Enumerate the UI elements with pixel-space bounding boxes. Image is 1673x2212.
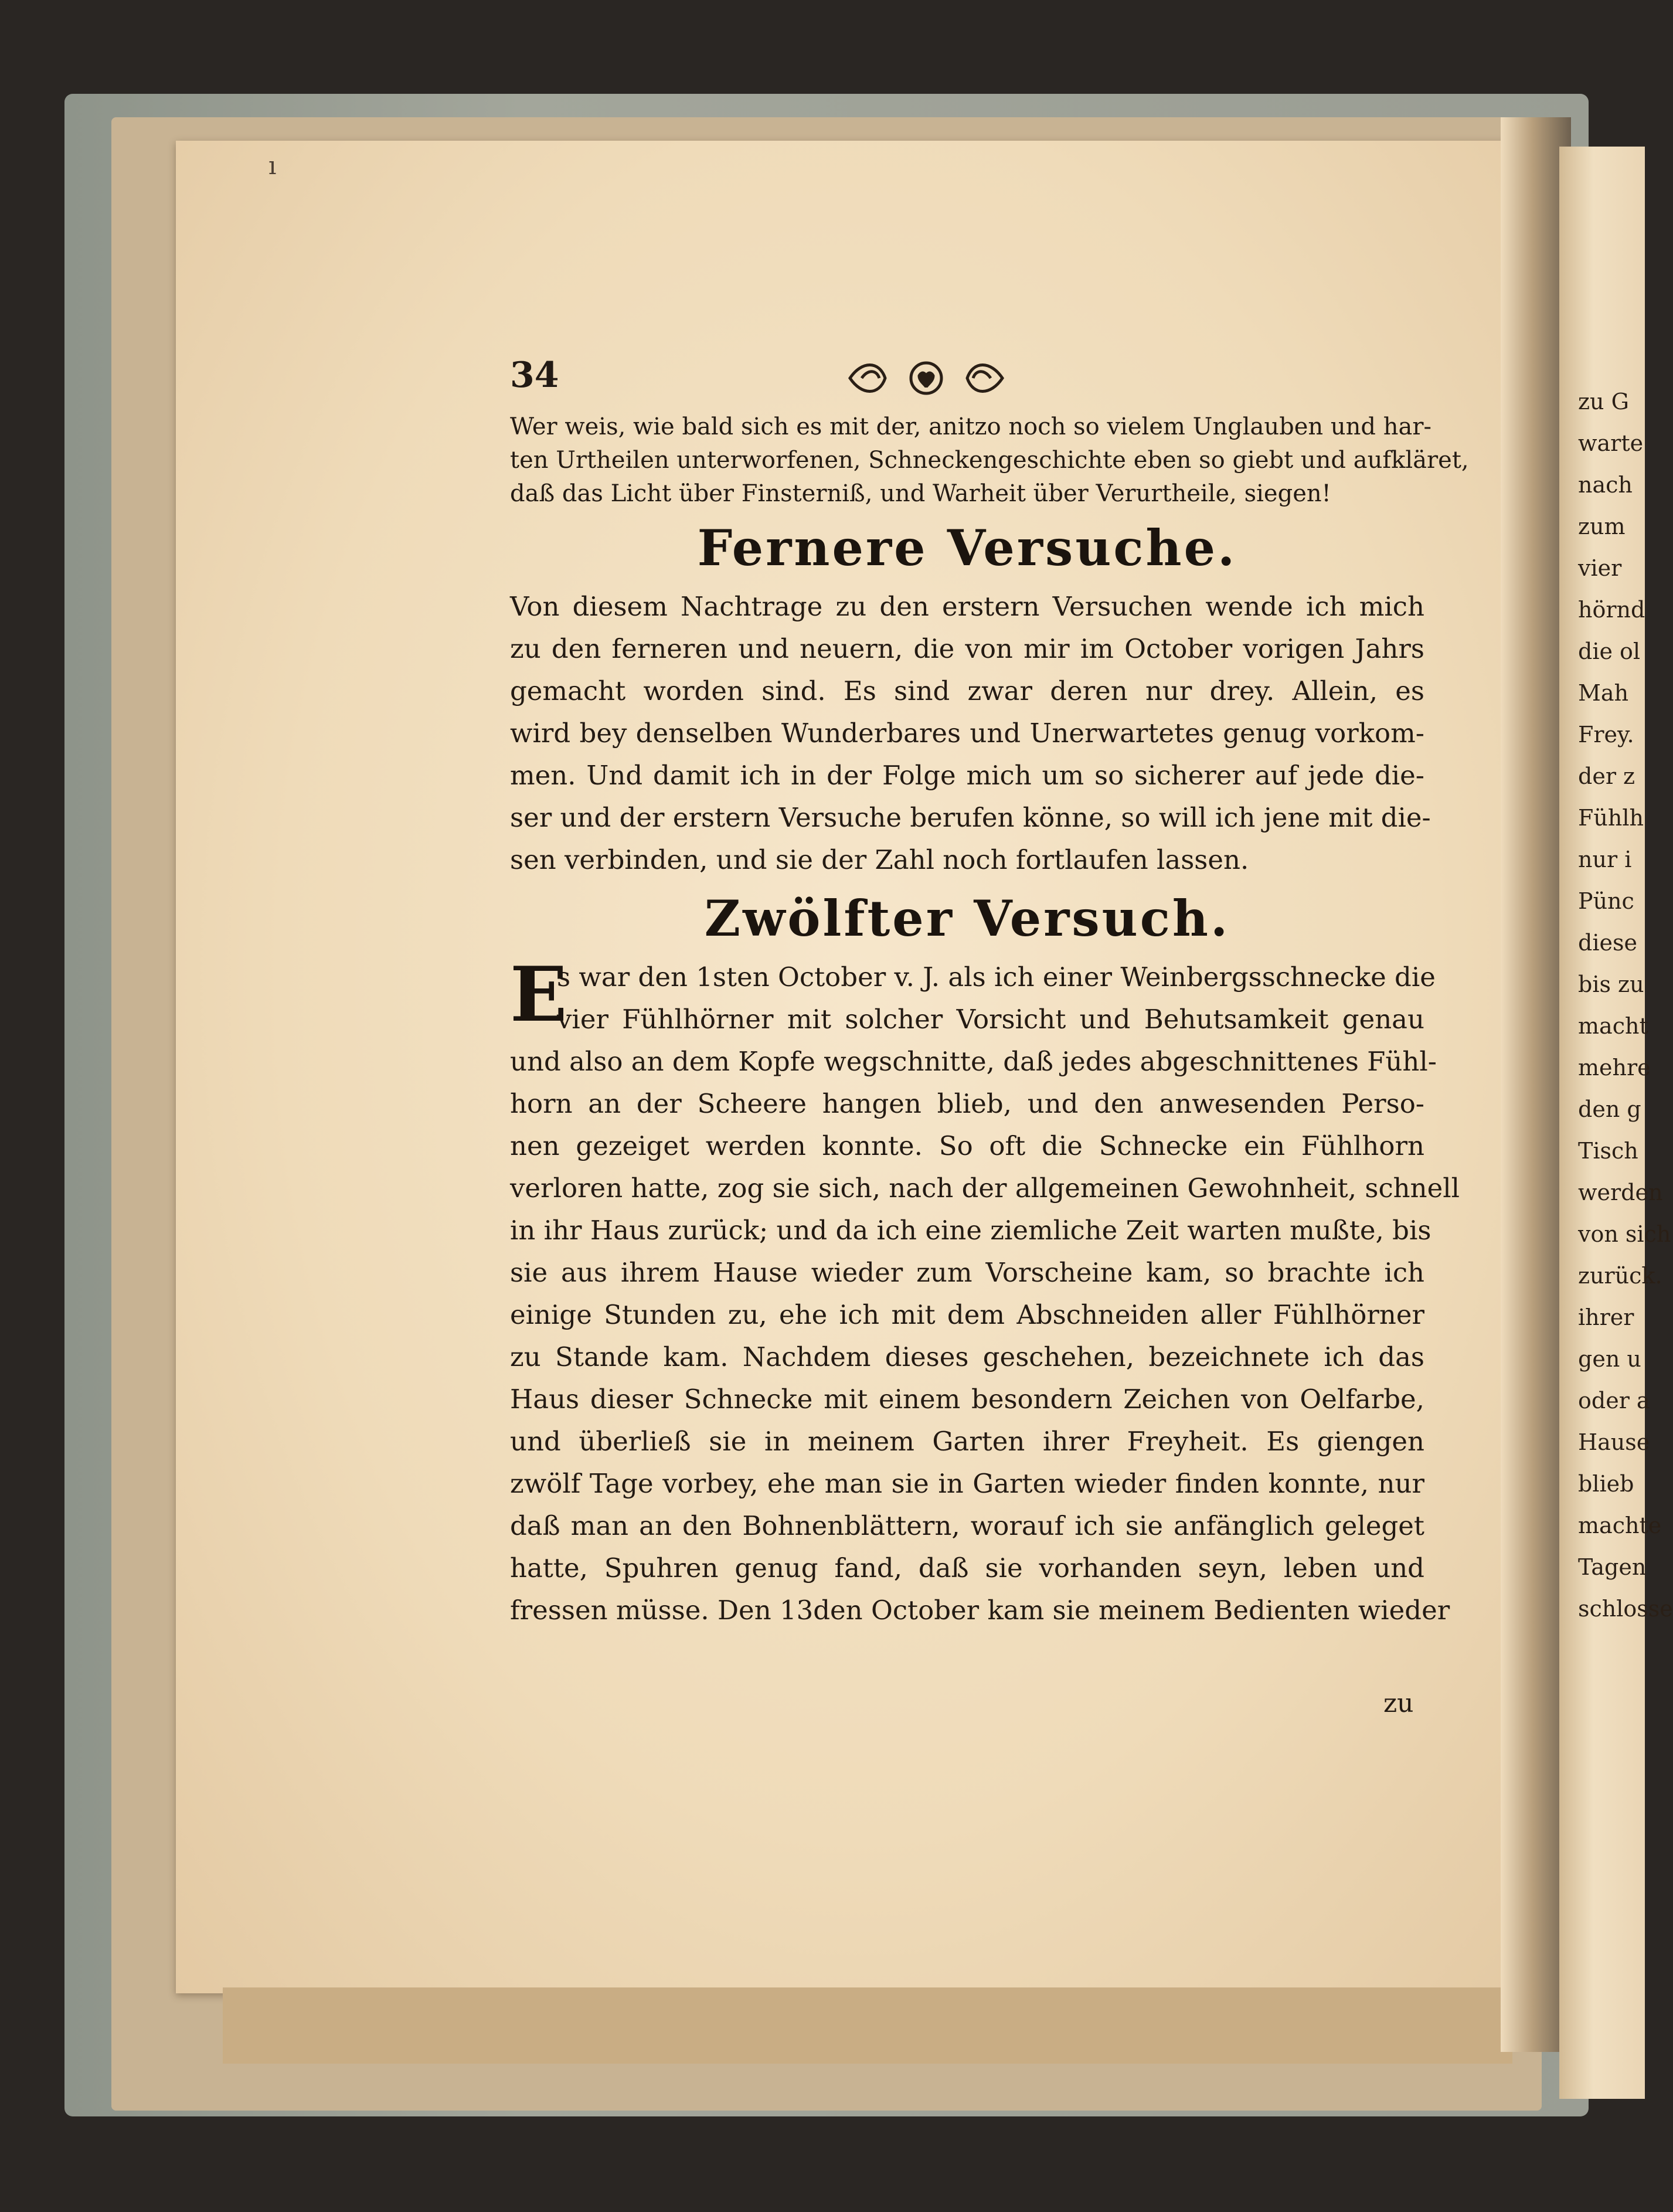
experiment-line: fressen müsse. Den 13den October kam sie meinem Bedienten wieder bbox=[510, 1595, 1450, 1626]
section-line: gemacht worden sind. Es sind zwar deren nur drey. Allein, es bbox=[510, 675, 1424, 706]
section-line: men. Und damit ich in der Folge mich um so sicherer auf jede die- bbox=[510, 760, 1424, 791]
experiment-line: verloren hatte, zog sie sich, nach der allgemeinen Gewohnheit, schnell bbox=[510, 1173, 1460, 1204]
section-line: ser und der erstern Versuche berufen könne, so will ich jene mit die- bbox=[510, 802, 1431, 833]
experiment-line: und also an dem Kopfe wegschnitte, daß jedes abgeschnittenes Fühl- bbox=[510, 1046, 1437, 1077]
drop-cap: E bbox=[510, 951, 567, 1039]
experiment-line: s war den 1sten October v. J. als ich einer Weinbergsschnecke die bbox=[557, 961, 1436, 993]
intro-line: daß das Licht über Finsterniß, und Warheit über Verurtheile, siegen! bbox=[510, 480, 1331, 507]
right-page-fragment: mehre bbox=[1578, 1055, 1651, 1080]
right-page-fragment: bis zu bbox=[1578, 971, 1644, 997]
right-page-fragment: ihrer bbox=[1578, 1304, 1634, 1330]
experiment-line: vier Fühlhörner mit solcher Vorsicht und Behutsamkeit genau bbox=[557, 1004, 1424, 1035]
right-page-fragment: warte bbox=[1578, 430, 1644, 456]
pencil-mark: ı bbox=[268, 151, 277, 180]
experiment-line: einige Stunden zu, ehe ich mit dem Abschneiden aller Fühlhörner bbox=[510, 1299, 1424, 1330]
right-page-fragment: der z bbox=[1578, 763, 1635, 789]
experiment-line: und überließ sie in meinem Garten ihrer Freyheit. Es giengen bbox=[510, 1426, 1424, 1457]
section-line: sen verbinden, und sie der Zahl noch fortlaufen lassen. bbox=[510, 844, 1249, 875]
right-page-fragment: machte bbox=[1578, 1513, 1662, 1538]
right-page-text-fragments bbox=[1578, 381, 1673, 1630]
header-ornament-icon bbox=[844, 355, 1008, 402]
right-page-fragment: diese bbox=[1578, 930, 1637, 956]
right-page-fragment: hörnd bbox=[1578, 597, 1645, 623]
experiment-line: nen gezeiget werden konnte. So oft die Schnecke ein Fühlhorn bbox=[510, 1130, 1424, 1161]
right-page-fragment: nach bbox=[1578, 472, 1633, 498]
right-page-fragment: blieb bbox=[1578, 1471, 1634, 1497]
page-bottom-edge bbox=[223, 1987, 1512, 2064]
right-page-fragment: die ol bbox=[1578, 638, 1641, 664]
experiment-line: zwölf Tage vorbey, ehe man sie in Garten wieder finden konnte, nur bbox=[510, 1468, 1424, 1499]
experiment-paragraph bbox=[510, 951, 1460, 1632]
page-number: 34 bbox=[510, 355, 559, 396]
experiment-line: zu Stande kam. Nachdem dieses geschehen, bezeichnete ich das bbox=[510, 1341, 1424, 1372]
right-page-fragment: werden bbox=[1578, 1180, 1663, 1205]
experiment-line: hatte, Spuhren genug fand, daß sie vorhanden seyn, leben und bbox=[510, 1552, 1424, 1584]
right-page-fragment: Tisch bbox=[1578, 1138, 1638, 1164]
right-page-fragment: nur i bbox=[1578, 847, 1632, 872]
section-heading: Fernere Versuche. bbox=[697, 519, 1237, 577]
intro-line: Wer weis, wie bald sich es mit der, anitzo noch so vielem Unglauben und har- bbox=[510, 413, 1431, 440]
section-line: zu den ferneren und neuern, die von mir im October vorigen Jahrs bbox=[510, 633, 1424, 664]
right-page-fragment: Pünc bbox=[1578, 888, 1634, 914]
experiment-line: sie aus ihrem Hause wieder zum Vorscheine kam, so brachte ich bbox=[510, 1257, 1424, 1288]
right-page-fragment: Hause bbox=[1578, 1429, 1650, 1455]
right-page-fragment: macht bbox=[1578, 1013, 1648, 1039]
section-line: Von diesem Nachtrage zu den erstern Versuchen wende ich mich bbox=[510, 591, 1424, 622]
right-page-fragment: zurück. bbox=[1578, 1263, 1662, 1289]
right-page-fragment: vier bbox=[1578, 555, 1622, 581]
page-text bbox=[510, 410, 1469, 1632]
right-page-fragment: Tagen bbox=[1578, 1554, 1647, 1580]
intro-line: ten Urtheilen unterworfenen, Schneckengeschichte eben so giebt und aufkläret, bbox=[510, 447, 1469, 474]
intro-paragraph bbox=[510, 410, 1469, 511]
experiment-heading: Zwölfter Versuch. bbox=[704, 889, 1230, 947]
right-page-fragment: Fühlh bbox=[1578, 805, 1644, 831]
right-page-fragment: Mah bbox=[1578, 680, 1629, 706]
experiment-line: Haus dieser Schnecke mit einem besondern Zeichen von Oelfarbe, bbox=[510, 1384, 1424, 1415]
right-page-fragment: oder a bbox=[1578, 1388, 1650, 1413]
section-paragraph bbox=[510, 586, 1431, 881]
experiment-line: daß man an den Bohnenblättern, worauf ich sie anfänglich geleget bbox=[510, 1510, 1424, 1541]
page-header bbox=[510, 355, 1424, 402]
right-page-fragment: schlosse bbox=[1578, 1596, 1673, 1622]
right-page-fragment: zum bbox=[1578, 514, 1626, 539]
right-page-fragment: von sich bbox=[1578, 1221, 1671, 1247]
right-page-fragment: den g bbox=[1578, 1096, 1641, 1122]
right-page-fragment: gen u bbox=[1578, 1346, 1641, 1372]
experiment-line: horn an der Scheere hangen blieb, und den anwesenden Perso- bbox=[510, 1088, 1424, 1119]
right-page-fragment: zu G bbox=[1578, 389, 1629, 414]
right-page-fragment: Frey. bbox=[1578, 722, 1634, 747]
catchword: zu bbox=[1383, 1688, 1414, 1718]
section-line: wird bey denselben Wunderbares und Unerwartetes genug vorkom- bbox=[510, 718, 1424, 749]
experiment-line: in ihr Haus zurück; und da ich eine ziemliche Zeit warten mußte, bis bbox=[510, 1215, 1431, 1246]
